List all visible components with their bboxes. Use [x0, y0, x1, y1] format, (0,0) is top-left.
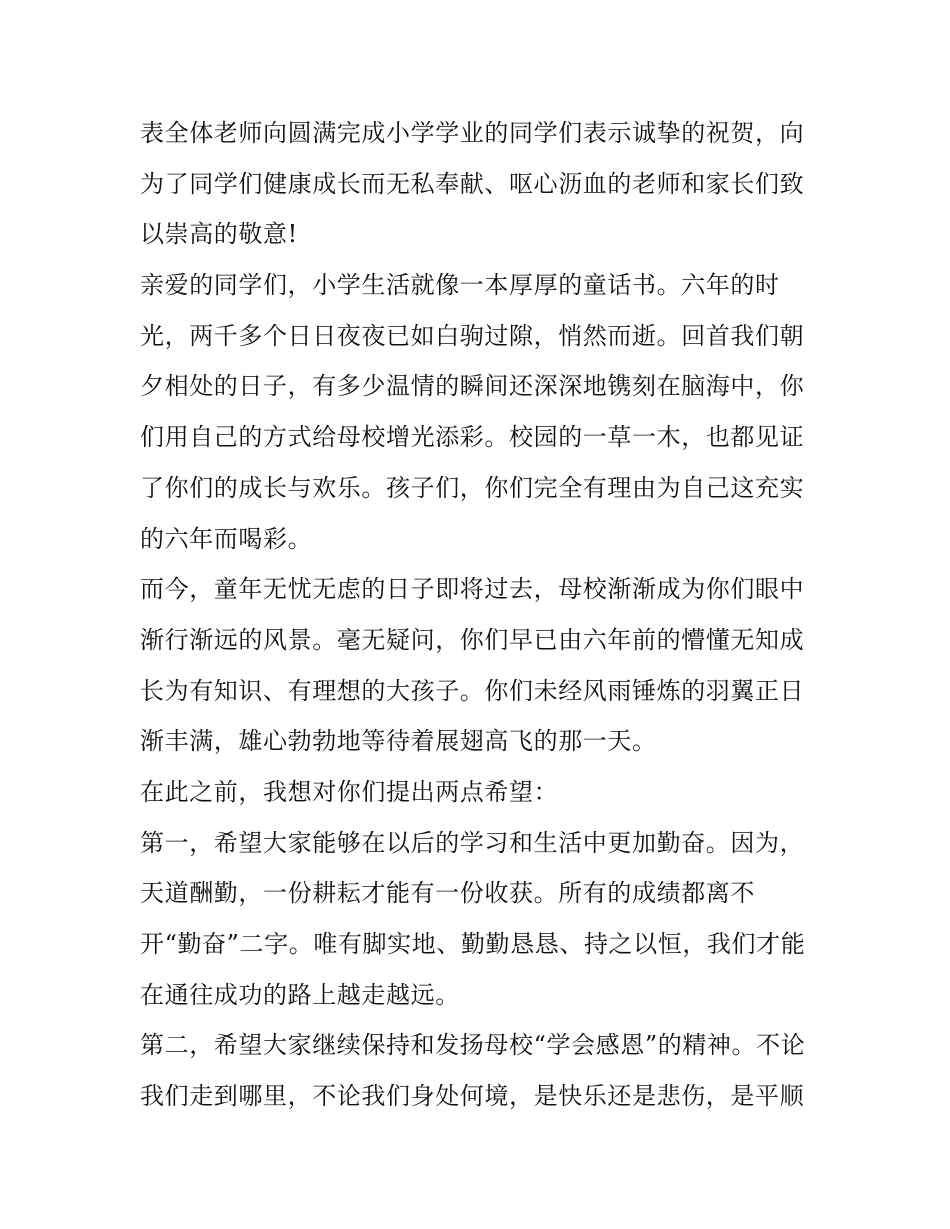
text-line: 长为有知识、有理想的大孩子。你们未经风雨锤炼的羽翼正日 — [140, 676, 805, 705]
text-line: 的六年而喝彩。 — [140, 524, 313, 553]
text-line: 表全体老师向圆满完成小学学业的同学们表示诚挚的祝贺，向 — [140, 119, 805, 147]
text-line: 在通往成功的路上越走越远。 — [140, 980, 460, 1009]
text-line: 了你们的成长与欢乐。孩子们，你们完全有理由为自己这充实 — [140, 473, 805, 502]
text-line: 天道酬勤，一份耕耘才能有一份收获。所有的成绩都离不 — [140, 879, 755, 908]
text-line: 为了同学们健康成长而无私奉献、呕心沥血的老师和家长们致 — [140, 169, 805, 198]
text-line: 第一，希望大家能够在以后的学习和生活中更加勤奋。因为， — [140, 828, 805, 857]
text-line: 们用自己的方式给母校增光添彩。校园的一草一木，也都见证 — [140, 423, 805, 452]
text-line: 亲爱的同学们，小学生活就像一本厚厚的童话书。六年的时 — [140, 271, 780, 300]
text-line: 光，两千多个日日夜夜已如白驹过隙，悄然而逝。回首我们朝 — [140, 321, 805, 350]
text-line: 我们走到哪里，不论我们身处何境，是快乐还是悲伤，是平顺 — [140, 1082, 805, 1111]
text-line: 渐丰满，雄心勃勃地等待着展翅高飞的那一天。 — [140, 727, 657, 756]
text-line: 第二，希望大家继续保持和发扬母校“学会感恩”的精神。不论 — [140, 1031, 806, 1060]
document-body — [140, 108, 820, 1122]
text-line: 夕相处的日子，有多少温情的瞬间还深深地镌刻在脑海中，你 — [140, 372, 805, 401]
text-line: 而今，童年无忧无虑的日子即将过去，母校渐渐成为你们眼中 — [140, 575, 805, 604]
text-line: 渐行渐远的风景。毫无疑问，你们早已由六年前的懵懂无知成 — [140, 625, 805, 654]
text-line: 以崇高的敬意! — [140, 220, 298, 249]
text-line: 在此之前，我想对你们提出两点希望： — [140, 777, 559, 806]
text-line: 开“勤奋”二字。唯有脚实地、勤勤恳恳、持之以恒，我们才能 — [140, 930, 806, 958]
